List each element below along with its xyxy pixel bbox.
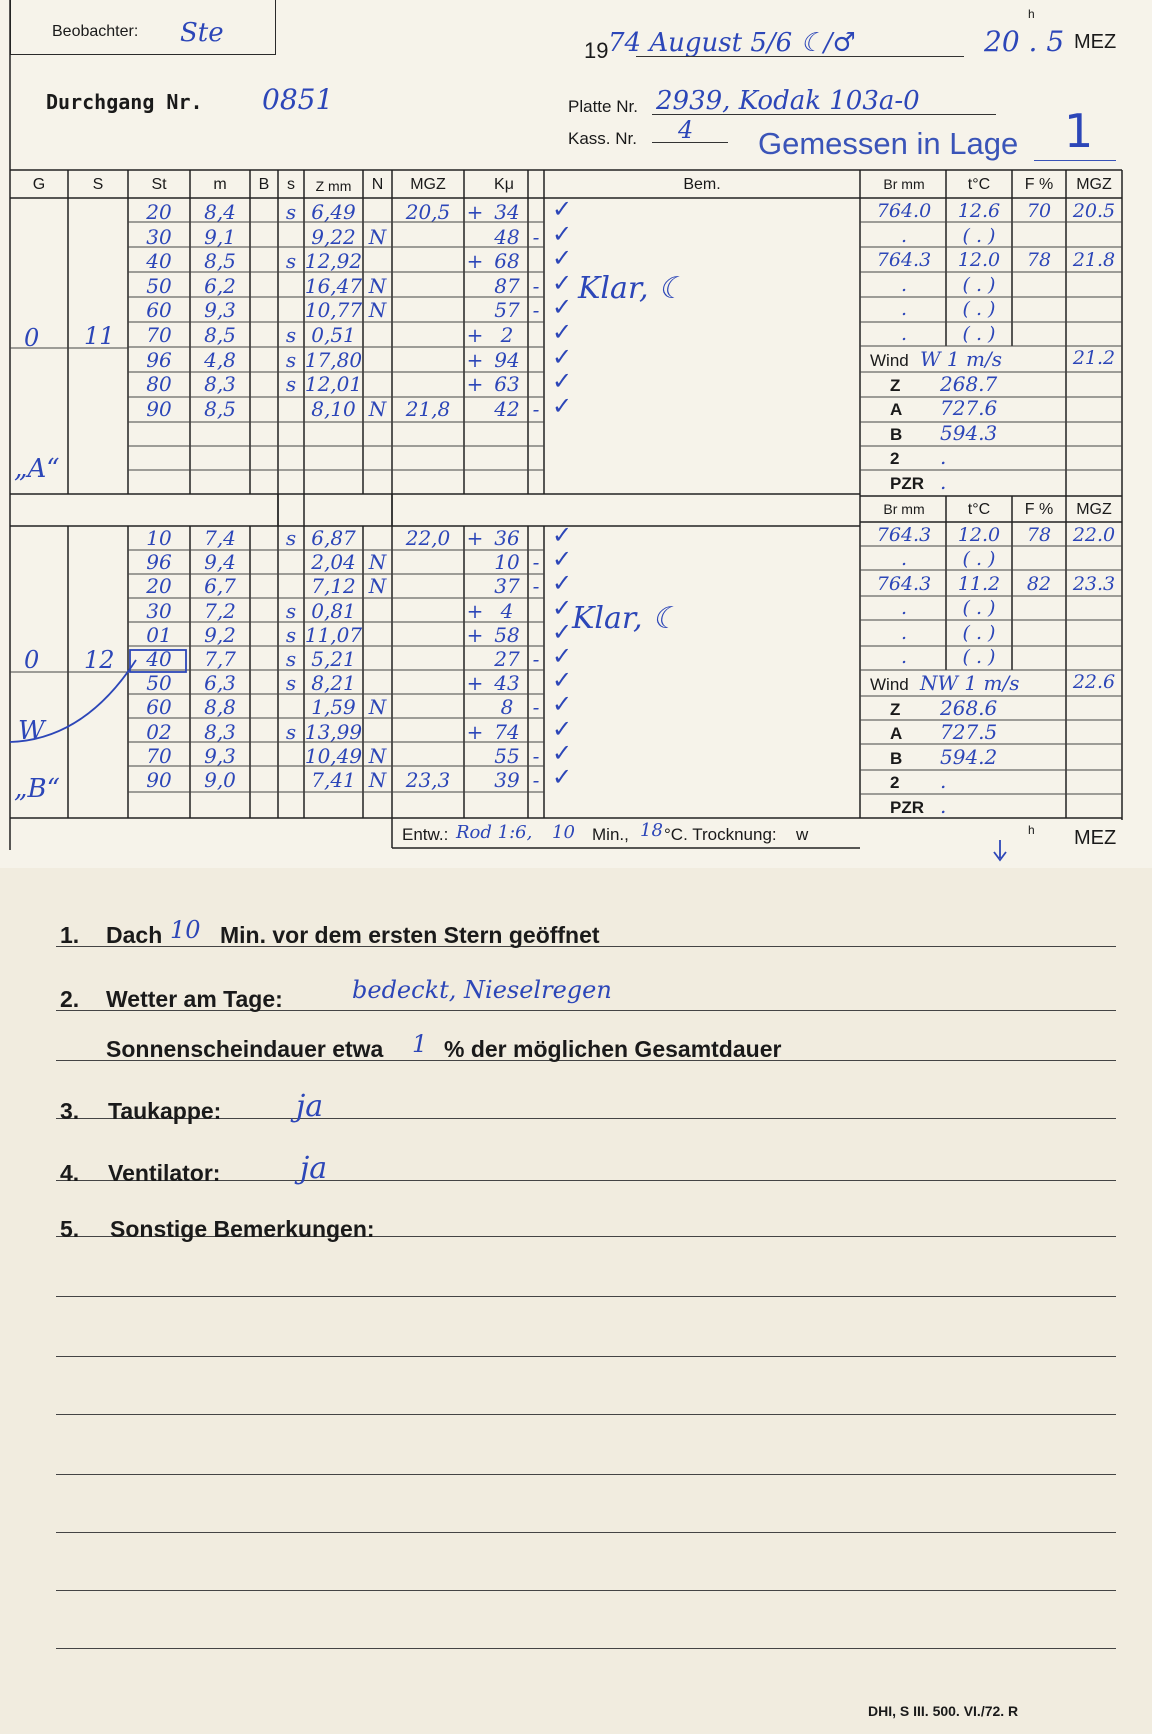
entw-trocknung: w (796, 825, 809, 844)
cell-m: 7,7 (204, 647, 236, 671)
section-a-s: 11 (84, 322, 115, 350)
blank-line-6 (56, 1590, 1116, 1591)
cell-n: N (368, 695, 387, 720)
q1-value: 10 (170, 916, 201, 944)
plate-value: 2939, Kodak 103a-0 (656, 86, 920, 116)
col-mgz-side-b: MGZ (1076, 501, 1112, 518)
weather-br: . (900, 323, 908, 345)
weather-br: . (900, 646, 908, 668)
check-mark-icon: ✓ (552, 691, 573, 719)
cell-m: 8,5 (204, 249, 236, 274)
cell-s: s (285, 372, 297, 397)
cell-minus: - (532, 743, 540, 768)
weather-t: ( . ) (962, 548, 996, 571)
cell-s: s (285, 671, 297, 696)
cell-k: 10 (494, 550, 520, 575)
q4-text: Ventilator: (108, 1160, 221, 1186)
cell-st: 80 (146, 372, 172, 397)
cell-st: 30 (146, 598, 172, 623)
check-mark-icon: ✓ (552, 319, 573, 346)
weather-br: . (900, 273, 908, 296)
wind-mgz: 22.6 (1072, 671, 1116, 693)
weather-mgz: 23.3 (1072, 572, 1116, 595)
cell-s: s (285, 526, 297, 550)
check-mark-icon: ✓ (552, 764, 573, 791)
cell-m: 9,4 (204, 550, 236, 575)
a-row-value: 727.5 (940, 720, 998, 745)
cassette-value: 4 (678, 116, 694, 144)
cell-s: s (285, 622, 297, 647)
q2-number: 2. (60, 986, 80, 1012)
col-n: N (371, 176, 384, 193)
cell-st: 20 (146, 200, 172, 224)
q3-text: Taukappe: (108, 1098, 222, 1124)
weather-t: 12.0 (957, 249, 1001, 272)
cell-k: 68 (494, 249, 520, 274)
wind-row-label: Wind (870, 675, 909, 694)
cell-minus: - (532, 273, 540, 298)
cell-sign: + (466, 347, 484, 372)
cell-s: s (285, 647, 297, 671)
cell-k: 4 (500, 598, 514, 623)
check-mark-icon: ✓ (552, 546, 573, 574)
cell-st: 50 (146, 273, 172, 298)
cell-mgz: 21,8 (405, 396, 451, 421)
cell-z: 8,10 (311, 396, 356, 421)
col-f-b: F % (1024, 501, 1054, 518)
wind-row-value: NW 1 m/s (920, 671, 1020, 695)
two-row-value: . (940, 445, 947, 470)
wind-row-label: Wind (870, 351, 909, 370)
cell-k: 27 (494, 647, 520, 671)
date-value: 74 August 5/6 ☾/♂ (608, 28, 856, 58)
weather-mgz: 20.5 (1072, 200, 1116, 222)
cell-sign: + (466, 598, 484, 623)
cell-z: 6,87 (311, 526, 356, 550)
cell-z: 6,49 (311, 200, 356, 224)
section-b-remark: Klar, ☾ (572, 601, 679, 636)
q1-text-b: Min. vor dem ersten Stern geöffnet (220, 922, 600, 948)
weather-br: . (900, 548, 908, 571)
blank-line-1 (56, 1296, 1116, 1297)
cell-m: 4,8 (204, 347, 236, 372)
cell-n: N (368, 768, 387, 792)
section-b-g: 0 (24, 646, 40, 674)
end-mez: MEZ (1074, 827, 1117, 849)
cell-k: 74 (494, 719, 520, 744)
weather-br: 764.3 (876, 249, 932, 272)
cell-k: 39 (494, 768, 520, 792)
cell-z: 10,77 (304, 298, 363, 323)
col-m: m (213, 176, 227, 193)
cell-m: 8,5 (204, 323, 236, 347)
cell-minus: - (532, 647, 540, 671)
cell-minus: - (532, 768, 540, 792)
cell-m: 9,1 (204, 224, 236, 249)
cell-minus: - (532, 396, 540, 421)
cell-z: 7,41 (311, 768, 356, 792)
q2b-text-a: Sonnenscheindauer etwa (106, 1036, 384, 1062)
a-row-label: A (890, 400, 903, 420)
q4-number: 4. (60, 1160, 80, 1186)
weather-br: . (900, 224, 908, 247)
cell-m: 8,8 (204, 695, 236, 720)
col-b: B (258, 176, 270, 193)
cell-st: 30 (146, 224, 172, 249)
observer-value: Ste (180, 18, 224, 48)
cell-n: N (368, 396, 387, 421)
cell-k: 34 (494, 200, 520, 224)
b-row-value: 594.2 (940, 744, 998, 769)
cell-z: 2,04 (311, 550, 356, 575)
q1-text-a: Dach (106, 922, 163, 948)
cell-m: 9,3 (204, 743, 236, 768)
cell-s: s (285, 347, 297, 372)
weather-mgz: 22.0 (1072, 524, 1116, 546)
q2-text: Wetter am Tage: (106, 986, 283, 1012)
cell-sign: + (466, 526, 484, 550)
entw-label: Entw.: (402, 825, 449, 844)
check-mark-icon: ✓ (552, 594, 573, 622)
two-row-label: 2 (890, 449, 900, 469)
cassette-label: Kass. Nr. (568, 129, 637, 148)
cell-st: 60 (146, 695, 172, 720)
cell-z: 11,07 (304, 622, 363, 647)
weather-t: 11.2 (957, 572, 1001, 595)
weather-mgz: 21.8 (1072, 249, 1116, 272)
cell-n: N (368, 273, 387, 298)
wind-mgz: 21.2 (1072, 347, 1116, 369)
blank-line-2 (56, 1356, 1116, 1357)
form-code: DHI, S III. 500. VI./72. R (868, 1703, 1019, 1719)
check-mark-icon: ✓ (552, 269, 573, 297)
cell-st: 20 (146, 574, 172, 599)
cell-sign: + (466, 323, 484, 347)
cell-z: 8,21 (311, 671, 356, 696)
pzr-row-value: . (940, 470, 947, 494)
cell-st: 70 (146, 743, 172, 768)
cell-z: 0,81 (311, 598, 356, 623)
entw-min: 10 (552, 822, 575, 843)
cell-mgz: 23,3 (405, 768, 451, 792)
cell-m: 7,2 (204, 598, 236, 623)
q3-value: ja (296, 1089, 324, 1124)
two-row-label: 2 (890, 773, 900, 793)
section-a-g: 0 (24, 324, 40, 352)
q2b-value: 1 (412, 1030, 428, 1058)
check-mark-icon: ✓ (552, 522, 573, 549)
cell-m: 6,3 (204, 671, 236, 696)
cell-m: 9,3 (204, 298, 236, 323)
col-s-lower: s (287, 176, 295, 193)
col-br: Br mm (883, 176, 925, 192)
cell-z: 16,47 (304, 273, 363, 298)
check-mark-icon: ✓ (552, 294, 573, 322)
col-mgz: MGZ (410, 176, 446, 193)
col-mgz-side: MGZ (1076, 176, 1112, 193)
weather-f: 82 (1026, 572, 1052, 595)
measured-label: Gemessen in Lage (758, 126, 1019, 161)
weather-t: 12.0 (957, 524, 1001, 546)
cell-s: s (285, 719, 297, 744)
col-s-upper: S (92, 176, 104, 193)
cell-minus: - (532, 574, 540, 599)
q4-value: ja (300, 1151, 328, 1186)
cell-st: 50 (146, 671, 172, 696)
weather-f: 78 (1026, 524, 1052, 546)
cell-m: 7,4 (204, 526, 236, 550)
cell-st: 60 (146, 298, 172, 323)
cell-st: 90 (146, 396, 172, 421)
cell-z: 0,51 (311, 323, 356, 347)
cell-z: 13,99 (304, 719, 363, 744)
section-b-s: 12 (84, 646, 115, 674)
weather-f: 70 (1026, 200, 1052, 222)
cell-mgz: 22,0 (405, 526, 451, 550)
b-row-label: B (890, 424, 903, 444)
cell-s: s (285, 598, 297, 623)
pzr-row-value: . (940, 794, 947, 818)
cell-sign: + (466, 671, 484, 696)
section-a-label: „A“ (14, 454, 60, 484)
cell-k: 94 (494, 347, 520, 372)
check-mark-icon: ✓ (552, 667, 573, 695)
weather-t: 12.6 (957, 200, 1001, 222)
plate-label: Platte Nr. (568, 97, 638, 116)
blank-line-3 (56, 1414, 1116, 1415)
section-b-w: W (18, 716, 45, 746)
cell-s: s (285, 249, 297, 274)
cell-k: 55 (494, 743, 520, 768)
b-row-value: 594.3 (940, 420, 998, 445)
observer-label: Beobachter: (52, 23, 139, 40)
cell-m: 6,7 (204, 574, 236, 599)
cell-z: 5,21 (311, 647, 356, 671)
check-mark-icon: ✓ (552, 392, 573, 420)
cell-k: 58 (494, 622, 520, 647)
col-t: t°C (967, 176, 991, 193)
cell-sign: + (466, 200, 484, 224)
weather-br: 764.0 (876, 200, 932, 222)
passage-value: 0851 (262, 83, 334, 116)
entw-dev: Rod 1:6, (456, 822, 533, 843)
cell-k: 2 (500, 323, 514, 347)
cell-mgz: 20,5 (405, 200, 451, 224)
time-value: 20 . 5 (984, 25, 1065, 58)
cell-st: 70 (146, 323, 172, 347)
cell-s: s (285, 200, 297, 224)
cell-k: 36 (494, 526, 520, 550)
cell-st: 90 (146, 768, 172, 792)
pzr-row-label: PZR (890, 798, 924, 817)
cell-m: 8,4 (204, 200, 236, 224)
cell-z: 12,92 (304, 249, 363, 274)
cell-sign: + (466, 372, 484, 397)
q3-number: 3. (60, 1098, 80, 1124)
measured-value: 1 (1064, 104, 1094, 158)
cell-k: 8 (500, 695, 514, 720)
blank-line-4 (56, 1474, 1116, 1475)
end-h: h (1028, 823, 1035, 837)
cell-n: N (368, 224, 387, 249)
weather-br: . (900, 597, 908, 620)
weather-t: ( . ) (962, 646, 996, 668)
cell-k: 43 (494, 671, 520, 696)
col-br-b: Br mm (883, 501, 925, 517)
cell-st: 02 (146, 719, 172, 744)
pzr-row-label: PZR (890, 474, 924, 493)
col-zmm: Z mm (315, 178, 352, 194)
cell-k: 42 (494, 396, 520, 421)
check-mark-icon: ✓ (552, 220, 573, 248)
cell-z: 9,22 (311, 224, 356, 249)
cell-minus: - (532, 224, 540, 249)
two-row-value: . (940, 769, 947, 794)
cell-k: 37 (494, 574, 520, 599)
weather-t: ( . ) (962, 621, 996, 644)
cell-n: N (368, 743, 387, 768)
q2b-text-b: % der möglichen Gesamtdauer (444, 1036, 782, 1062)
cell-m: 8,3 (204, 372, 236, 397)
wind-row-value: W 1 m/s (920, 347, 1002, 371)
cell-n: N (368, 574, 387, 599)
cell-m: 9,2 (204, 622, 236, 647)
entw-min-label: Min., (592, 825, 629, 844)
time-h: h (1028, 7, 1035, 21)
weather-t: ( . ) (962, 298, 996, 321)
cell-m: 8,5 (204, 396, 236, 421)
a-row-label: A (890, 724, 903, 744)
q5-number: 5. (60, 1216, 80, 1242)
check-mark-icon: ✓ (552, 196, 573, 223)
col-bem: Bem. (683, 176, 721, 193)
entw-temp: 18 (640, 820, 663, 841)
q5-text: Sonstige Bemerkungen: (110, 1216, 375, 1242)
b-row-label: B (890, 748, 903, 768)
col-t-b: t°C (967, 501, 991, 518)
cell-m: 8,3 (204, 719, 236, 744)
cell-m: 9,0 (204, 768, 236, 792)
cell-z: 12,01 (304, 372, 363, 397)
check-mark-icon: ✓ (552, 739, 573, 767)
check-mark-icon: ✓ (552, 715, 573, 743)
check-mark-icon: ✓ (552, 368, 573, 396)
date-prefix: 19 (584, 38, 609, 63)
cell-z: 7,12 (311, 574, 356, 599)
cell-z: 17,80 (304, 347, 363, 372)
weather-br: . (900, 621, 908, 644)
cell-minus: - (532, 298, 540, 323)
cell-k: 48 (494, 224, 520, 249)
col-f: F % (1024, 176, 1054, 193)
col-st: St (151, 176, 167, 193)
cell-sign: + (466, 249, 484, 274)
weather-br: 764.3 (876, 572, 932, 595)
cell-st: 10 (146, 526, 172, 550)
cell-k: 63 (494, 372, 520, 397)
q1-number: 1. (60, 922, 80, 948)
check-mark-icon: ✓ (552, 570, 573, 598)
check-mark-icon: ✓ (552, 643, 573, 670)
check-mark-icon: ✓ (552, 343, 573, 371)
check-mark-icon: ✓ (552, 618, 573, 646)
cell-st: 01 (146, 622, 172, 647)
blank-line-7 (56, 1648, 1116, 1649)
cell-z: 10,49 (304, 743, 363, 768)
cell-sign: + (466, 719, 484, 744)
cell-minus: - (532, 550, 540, 575)
cell-k: 87 (494, 273, 520, 298)
z-row-value: 268.7 (940, 371, 998, 396)
check-mark-icon: ✓ (552, 245, 573, 273)
cell-z: 1,59 (311, 695, 356, 720)
time-unit: MEZ (1074, 31, 1117, 53)
cell-n: N (368, 550, 387, 575)
cell-st: 96 (146, 550, 172, 575)
cell-st: 96 (146, 347, 172, 372)
a-row-value: 727.6 (940, 396, 998, 421)
col-g: G (32, 176, 46, 193)
blank-line-5 (56, 1532, 1116, 1533)
passage-label: Durchgang Nr. (46, 90, 203, 114)
section-b-label: „B“ (14, 774, 60, 804)
weather-br: 764.3 (876, 524, 932, 546)
weather-br: . (900, 298, 908, 321)
cell-k: 57 (494, 298, 520, 323)
weather-t: ( . ) (962, 597, 996, 620)
col-kmu: Kμ (494, 176, 514, 193)
cell-s: s (285, 323, 297, 347)
cell-n: N (368, 298, 387, 323)
weather-t: ( . ) (962, 323, 996, 345)
cell-m: 6,2 (204, 273, 236, 298)
weather-t: ( . ) (962, 273, 996, 296)
section-a-remark: Klar, ☾ (578, 271, 685, 306)
z-row-label: Z (890, 375, 901, 395)
weather-t: ( . ) (962, 224, 996, 247)
z-row-value: 268.6 (940, 695, 998, 720)
cell-minus: - (532, 695, 540, 720)
q2-value: bedeckt, Nieselregen (352, 976, 612, 1004)
entw-temp-label: °C. Trocknung: (664, 825, 777, 844)
cell-st: 40 (146, 249, 172, 274)
cell-st: 40 (146, 647, 172, 671)
weather-f: 78 (1026, 249, 1052, 272)
cell-sign: + (466, 622, 484, 647)
z-row-label: Z (890, 699, 901, 719)
